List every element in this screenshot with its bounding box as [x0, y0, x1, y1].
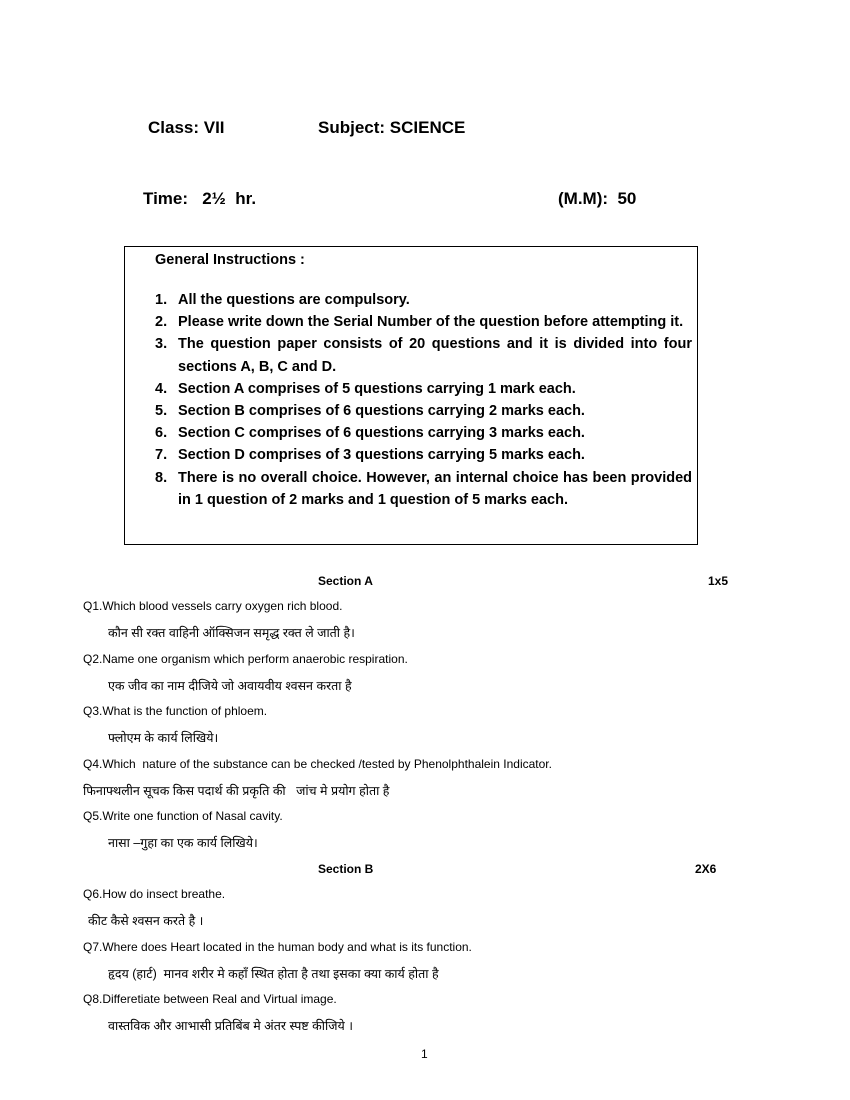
subject-label: Subject: SCIENCE — [318, 118, 466, 137]
question-hi: फिनाफ्थलीन सूचक किस पदार्थ की प्रकृति की जांच मे प्रयोग होता है — [83, 784, 390, 798]
max-marks-label: (M.M): 50 — [558, 189, 637, 208]
instruction-number: 3. — [155, 336, 168, 353]
instruction-text: There is no overall choice. However, an internal choice has been provided in 1 question of 2 marks and 1 question of 5 marks each. — [178, 469, 692, 508]
instruction-text: Section A comprises of 5 questions carrying 1 mark each. — [178, 380, 576, 397]
instruction-text: All the questions are compulsory. — [178, 292, 410, 308]
question-hi: फ्लोएम के कार्य लिखिये। — [108, 731, 219, 745]
instruction-text: Section B comprises of 6 questions carrying 2 marks each. — [178, 403, 585, 420]
instruction-item — [155, 422, 692, 444]
instruction-number: 7. — [155, 447, 168, 464]
instruction-text: The question paper consists of 20 questions and it is divided into four sections A, B, C and D. — [178, 336, 692, 375]
instruction-item — [155, 378, 692, 400]
question-en: Q4.Which nature of the substance can be checked /tested by Phenolphthalein Indicator. — [83, 757, 552, 771]
question-hi: एक जीव का नाम दीजिये जो अवायवीय श्वसन करता है — [108, 679, 352, 693]
question-en: Q7.Where does Heart located in the human body and what is its function. — [83, 940, 472, 954]
section-a-marks: 1x5 — [708, 574, 729, 588]
question-en: Q6.How do insect breathe. — [83, 887, 226, 901]
instruction-item — [155, 400, 692, 422]
question-en: Q2.Name one organism which perform anaerobic respiration. — [83, 652, 408, 666]
instruction-text: Section C comprises of 6 questions carrying 3 marks each. — [178, 425, 585, 442]
page-number: 1 — [421, 1047, 428, 1061]
instruction-item — [155, 444, 692, 466]
class-label: Class: VII — [148, 118, 225, 137]
instructions-title: General Instructions : — [155, 252, 305, 268]
question-en: Q8.Differetiate between Real and Virtual image. — [83, 992, 337, 1006]
instruction-item — [155, 467, 692, 511]
question-hi: हृदय (हार्ट) मानव शरीर मे कहाँ स्थित होता है तथा इसका क्या कार्य होता है — [108, 967, 439, 981]
question-en: Q1.Which blood vessels carry oxygen rich blood. — [83, 599, 343, 613]
question-hi: कीट कैसे श्वसन करते है । — [88, 914, 204, 928]
section-a-title: Section A — [318, 574, 373, 588]
question-en: Q3.What is the function of phloem. — [83, 704, 268, 718]
instruction-item — [155, 289, 692, 311]
instruction-item — [155, 311, 692, 333]
question-hi: नासा –गुहा का एक कार्य लिखिये। — [108, 836, 258, 850]
section-b-marks: 2X6 — [695, 862, 717, 876]
section-b-title: Section B — [318, 862, 374, 876]
question-hi: वास्तविक और आभासी प्रतिबिंब मे अंतर स्पष्ट कीजिये । — [108, 1019, 353, 1033]
instruction-number: 4. — [155, 380, 168, 397]
question-en: Q5.Write one function of Nasal cavity. — [83, 809, 283, 823]
instruction-text: Please write down the Serial Number of the question before attempting it. — [178, 314, 684, 331]
instruction-number: 2. — [155, 314, 168, 331]
time-label: Time: 2½ hr. — [143, 189, 257, 208]
instruction-number: 8. — [155, 469, 168, 486]
instructions-list — [155, 289, 692, 511]
question-hi: कौन सी रक्त वाहिनी ऑक्सिजन समृद्ध रक्त ले जाती है। — [108, 626, 355, 640]
instruction-text: Section D comprises of 3 questions carrying 5 marks each. — [178, 447, 585, 464]
instruction-number: 1. — [155, 292, 168, 308]
instruction-number: 6. — [155, 425, 168, 442]
instruction-item — [155, 333, 692, 377]
general-instructions-box — [124, 246, 698, 545]
instruction-number: 5. — [155, 403, 168, 420]
